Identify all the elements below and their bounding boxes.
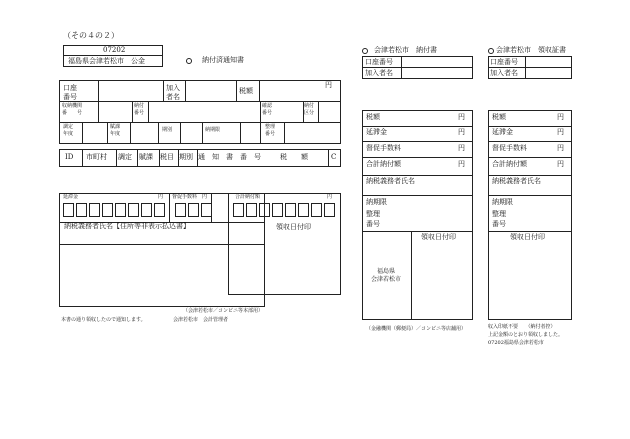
digit-cell: [201, 203, 212, 217]
middle-tax-yen: 円: [458, 113, 465, 121]
middle-late-fee-label: 延滞金: [366, 128, 387, 136]
right-tax-yen: 円: [557, 113, 564, 121]
account-label: 口座 番号: [63, 84, 77, 102]
digit-cell: [115, 203, 126, 217]
row-header-assessment: 調定: [118, 153, 132, 161]
late-fee-yen: 円: [158, 194, 164, 200]
middle-footer: （金融機関（郵便局）／コンビニ等店舗用）: [366, 326, 467, 332]
middle-seal-icon: [362, 48, 368, 54]
digit-cell: [89, 203, 100, 217]
issuer-code: 07202: [103, 46, 126, 54]
total-yen: 円: [327, 194, 333, 200]
left-info-table: [59, 80, 341, 144]
right-notice-fee-label: 督促手数料: [492, 144, 527, 152]
digit-cell: [128, 203, 139, 217]
digit-cell: [141, 203, 152, 217]
middle-stamp-label: 領収日付印: [421, 233, 456, 241]
right-stamp-label: 領収日付印: [510, 233, 545, 241]
right-late-fee-label: 延滞金: [492, 128, 513, 136]
confirm-label: 確認 番号: [262, 103, 273, 116]
left-footer-manager: 会津若松市 会計管理者: [173, 317, 229, 323]
payment-no-label: 納付 番号: [134, 103, 145, 116]
right-late-fee-yen: 円: [557, 128, 564, 136]
middle-ref-label: 整理 番号: [366, 210, 380, 228]
right-total-label: 合計納付額: [492, 160, 527, 168]
amount-label: 税額: [239, 87, 253, 95]
digit-cell: [259, 203, 270, 217]
classification-label: 納付 区分: [304, 103, 315, 116]
row-header-id: ID: [65, 153, 74, 161]
row-header-notice-no: 通 知 書 番 号: [198, 153, 261, 161]
digit-cell: [63, 203, 74, 217]
row-header-tax-item: 税目: [160, 153, 174, 161]
digit-cell: [233, 203, 244, 217]
digit-cell: [154, 203, 165, 217]
middle-notice-fee-label: 督促手数料: [366, 144, 401, 152]
middle-city-label: 福島県 会津若松市: [371, 268, 402, 284]
digit-cell: [311, 203, 322, 217]
institution-label: 収納機関 番 号: [62, 103, 83, 116]
right-tax-label: 税額: [492, 113, 506, 121]
right-notice-fee-yen: 円: [557, 144, 564, 152]
digit-cell: [324, 203, 335, 217]
left-stamp-label: 領収日付印: [276, 223, 311, 231]
year-label: 調定 年度: [63, 124, 74, 137]
right-seal-icon: [488, 48, 494, 54]
middle-total-yen: 円: [458, 160, 465, 168]
middle-title: 会津若松市 納付書: [374, 46, 437, 54]
digit-cell: [188, 203, 199, 217]
issuer-name: 福島県会津若松市 公金: [68, 57, 145, 65]
seal-circle-icon: [186, 58, 192, 64]
notice-fee-yen: 円: [202, 194, 208, 200]
row-header-tax-amount: 税 額: [280, 153, 308, 161]
digit-cell: [102, 203, 113, 217]
left-footer-note: （会津若松市／コンビニ等本部用）: [183, 308, 264, 314]
left-footer-text: 本書の通り領収したので通知します。: [61, 317, 146, 323]
right-account-label: 口座番号: [490, 58, 518, 66]
right-total-yen: 円: [557, 160, 564, 168]
right-deadline-label: 納期限: [492, 198, 513, 206]
middle-tax-label: 税額: [366, 113, 380, 121]
period-label: 期別: [162, 127, 173, 133]
digit-cell: [246, 203, 257, 217]
middle-late-fee-yen: 円: [458, 128, 465, 136]
right-title: 会津若松市 領収証書: [496, 46, 566, 54]
right-footer-3: 07202福島県会津若松市: [488, 340, 544, 346]
middle-payer-label: 加入者名: [365, 69, 393, 77]
tax-year-label: 賦課 年度: [110, 124, 121, 137]
page-label: （その４の２）: [63, 31, 119, 40]
notice-fee-label: 督促手数料: [172, 194, 198, 200]
middle-notice-fee-yen: 円: [458, 144, 465, 152]
middle-taxpayer-label: 納税義務者氏名: [366, 177, 415, 185]
digit-cell: [285, 203, 296, 217]
middle-account-label: 口座番号: [365, 58, 393, 66]
ref-label: 整理 番号: [265, 124, 276, 137]
notice-title: 納付済通知書: [202, 56, 244, 64]
digit-cell: [272, 203, 283, 217]
row-header-period: 期別: [179, 153, 193, 161]
right-taxpayer-label: 納税義務者氏名: [492, 177, 541, 185]
right-footer-2: 上記金額のとおり領収しました。: [488, 332, 564, 338]
right-payer-label: 加入者名: [490, 69, 518, 77]
amount-yen: 円: [325, 81, 332, 89]
digit-cell: [76, 203, 87, 217]
right-footer-1: 収入印紙不要 （納付者控）: [488, 324, 556, 330]
row-header-levy: 賦課: [139, 153, 153, 161]
right-ref-label: 整理 番号: [492, 210, 506, 228]
middle-deadline-label: 納期限: [366, 198, 387, 206]
row-header-c: C: [331, 153, 337, 161]
row-header-city: 市町村: [86, 153, 107, 161]
digit-cell: [298, 203, 309, 217]
late-fee-label: 延滞金: [63, 194, 79, 200]
middle-total-label: 合計納付額: [366, 160, 401, 168]
taxpayer-label: 納税義務者氏名【住所等非表示払込書】: [64, 222, 190, 230]
deadline-label: 納期限: [205, 127, 221, 133]
total-label: 合計納付額: [235, 194, 261, 200]
digit-cell: [175, 203, 186, 217]
payer-label: 加入 者名: [166, 84, 180, 102]
